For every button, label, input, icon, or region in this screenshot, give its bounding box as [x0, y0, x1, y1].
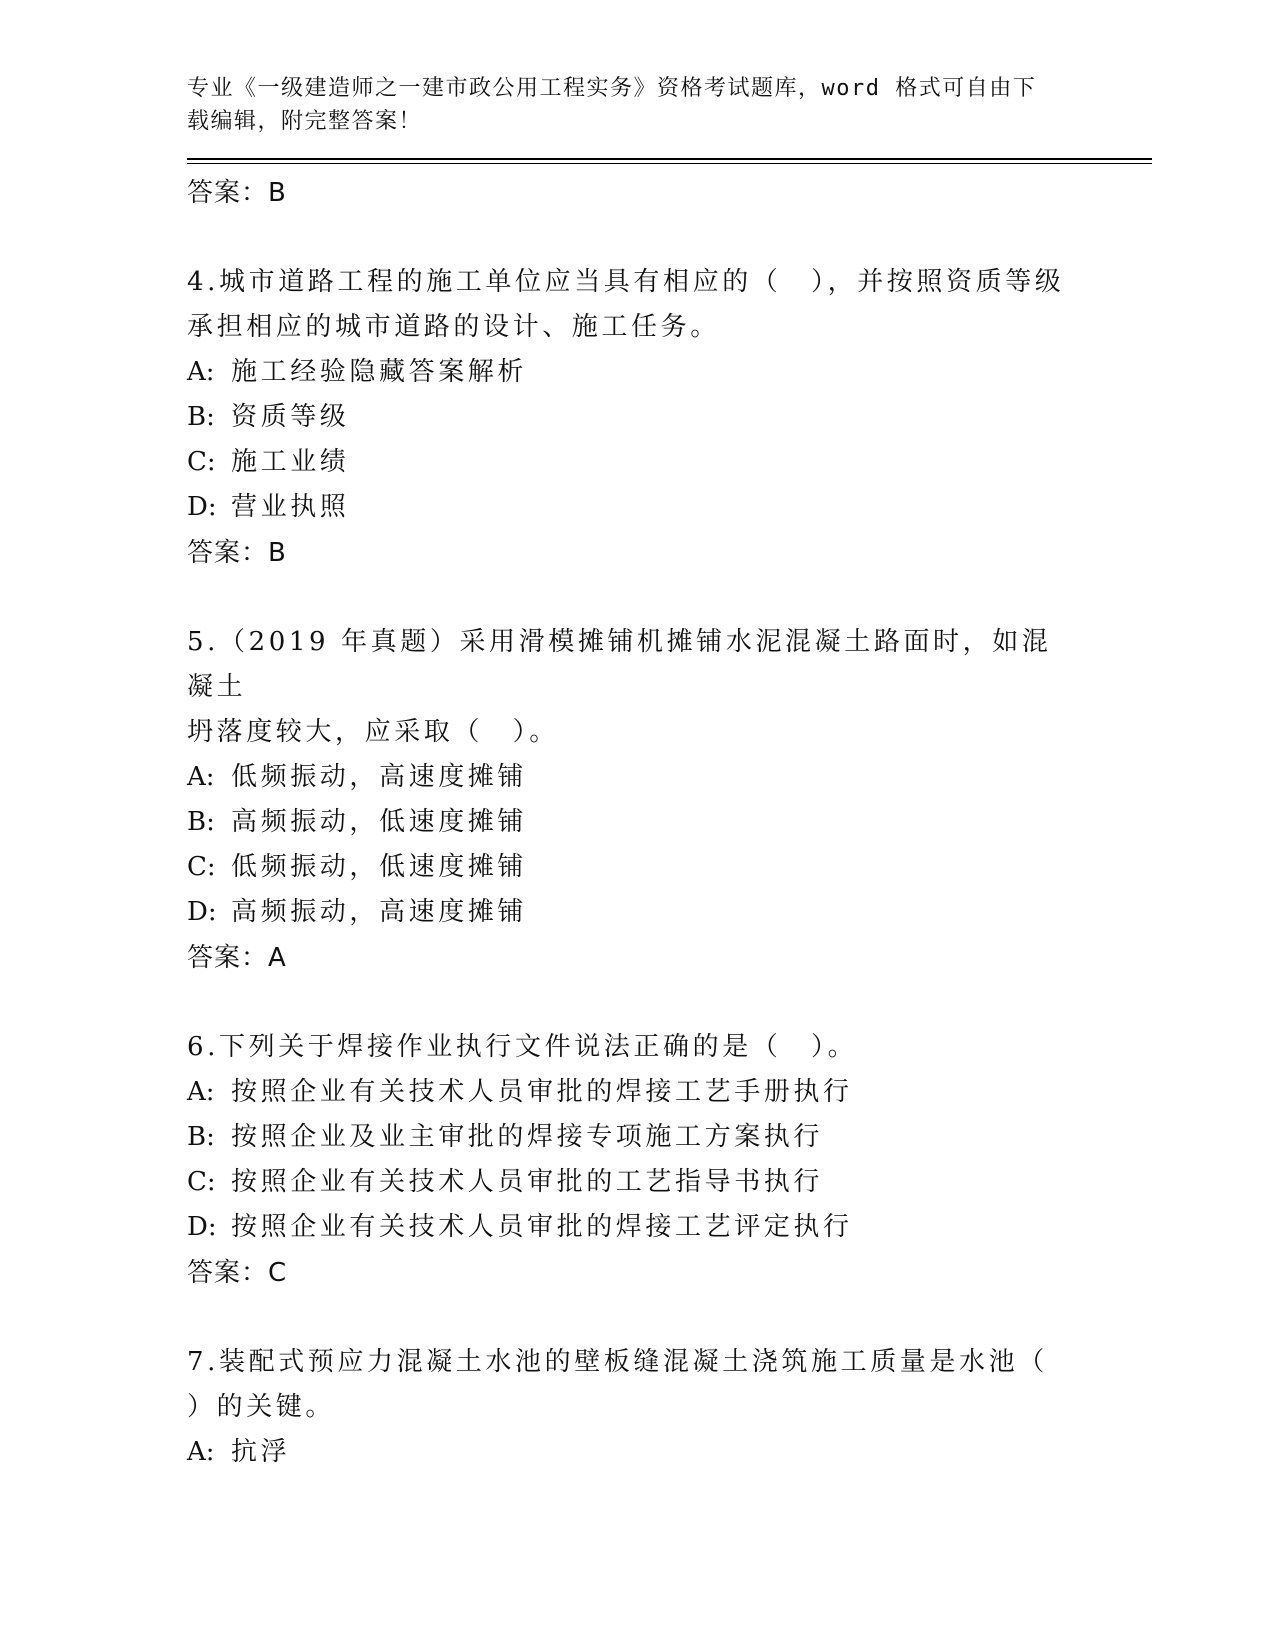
question-stem	[187, 1025, 1067, 1070]
stem-line: 7.装配式预应力混凝土水池的壁板缝混凝土浇筑施工质量是水池（	[187, 1347, 1048, 1377]
document-header	[187, 72, 1067, 138]
option-a	[187, 350, 1147, 395]
option-a	[187, 755, 1147, 800]
option-b	[187, 800, 1147, 845]
option-text: 按照企业有关技术人员审批的焊接工艺评定执行	[231, 1212, 853, 1242]
option-key: A:	[187, 762, 215, 792]
header-line: 专业《一级建造师之一建市政公用工程实务》资格考试题库，word 格式可自由下	[187, 76, 1037, 101]
option-d	[187, 485, 1147, 530]
option-text: 低频振动，低速度摊铺	[231, 852, 528, 882]
option-a	[187, 1430, 1147, 1475]
stem-line: ）的关键。	[187, 1392, 336, 1422]
option-key: B:	[187, 402, 215, 432]
answer-label: 答案：C	[187, 1258, 288, 1288]
question-7	[187, 1340, 1147, 1475]
stem-line: 6.下列关于焊接作业执行文件说法正确的是（ ）。	[187, 1032, 858, 1062]
previous-answer: 答案：B	[187, 178, 287, 208]
option-text: 施工经验隐藏答案解析	[231, 357, 528, 387]
option-text: 按照企业有关技术人员审批的工艺指导书执行	[231, 1167, 824, 1197]
option-key: A:	[187, 357, 215, 387]
option-key: D:	[187, 1212, 217, 1242]
option-key: D:	[187, 492, 217, 522]
question-4	[187, 260, 1147, 576]
question-stem	[187, 1340, 1067, 1430]
option-text: 高频振动，高速度摊铺	[231, 897, 528, 927]
question-5	[187, 620, 1147, 981]
question-stem	[187, 260, 1067, 350]
option-key: D:	[187, 897, 217, 927]
option-key: C:	[187, 852, 216, 882]
header-line: 载编辑，附完整答案！	[187, 109, 423, 134]
option-b	[187, 1115, 1147, 1160]
header-divider-thin	[187, 163, 1152, 164]
option-d	[187, 890, 1147, 935]
option-d	[187, 1205, 1147, 1250]
option-c	[187, 440, 1147, 485]
answer-label: 答案：B	[187, 538, 287, 568]
stem-line: 坍落度较大，应采取（ ）。	[187, 717, 559, 747]
option-text: 资质等级	[231, 402, 350, 432]
option-key: C:	[187, 447, 216, 477]
option-text: 按照企业有关技术人员审批的焊接工艺手册执行	[231, 1077, 853, 1107]
stem-line: 5.（2019 年真题）采用滑模摊铺机摊铺水泥混凝土路面时，如混凝土	[187, 627, 1052, 702]
question-6	[187, 1025, 1147, 1296]
option-text: 营业执照	[231, 492, 350, 522]
option-key: A:	[187, 1077, 215, 1107]
answer-label: 答案：A	[187, 943, 287, 973]
option-b	[187, 395, 1147, 440]
option-c	[187, 1160, 1147, 1205]
option-text: 高频振动，低速度摊铺	[231, 807, 528, 837]
option-text: 按照企业及业主审批的焊接专项施工方案执行	[231, 1122, 824, 1152]
option-a	[187, 1070, 1147, 1115]
header-divider-thick	[187, 158, 1152, 160]
option-key: B:	[187, 807, 215, 837]
option-key: B:	[187, 1122, 215, 1152]
question-stem	[187, 620, 1067, 755]
option-c	[187, 845, 1147, 890]
option-text: 低频振动，高速度摊铺	[231, 762, 528, 792]
option-key: C:	[187, 1167, 216, 1197]
stem-line: 4.城市道路工程的施工单位应当具有相应的（ ），并按照资质等级	[187, 267, 1065, 297]
stem-line: 承担相应的城市道路的设计、施工任务。	[187, 312, 720, 342]
document-page	[187, 0, 1147, 1475]
option-text: 抗浮	[231, 1437, 291, 1467]
option-text: 施工业绩	[231, 447, 350, 477]
option-key: A:	[187, 1437, 215, 1467]
